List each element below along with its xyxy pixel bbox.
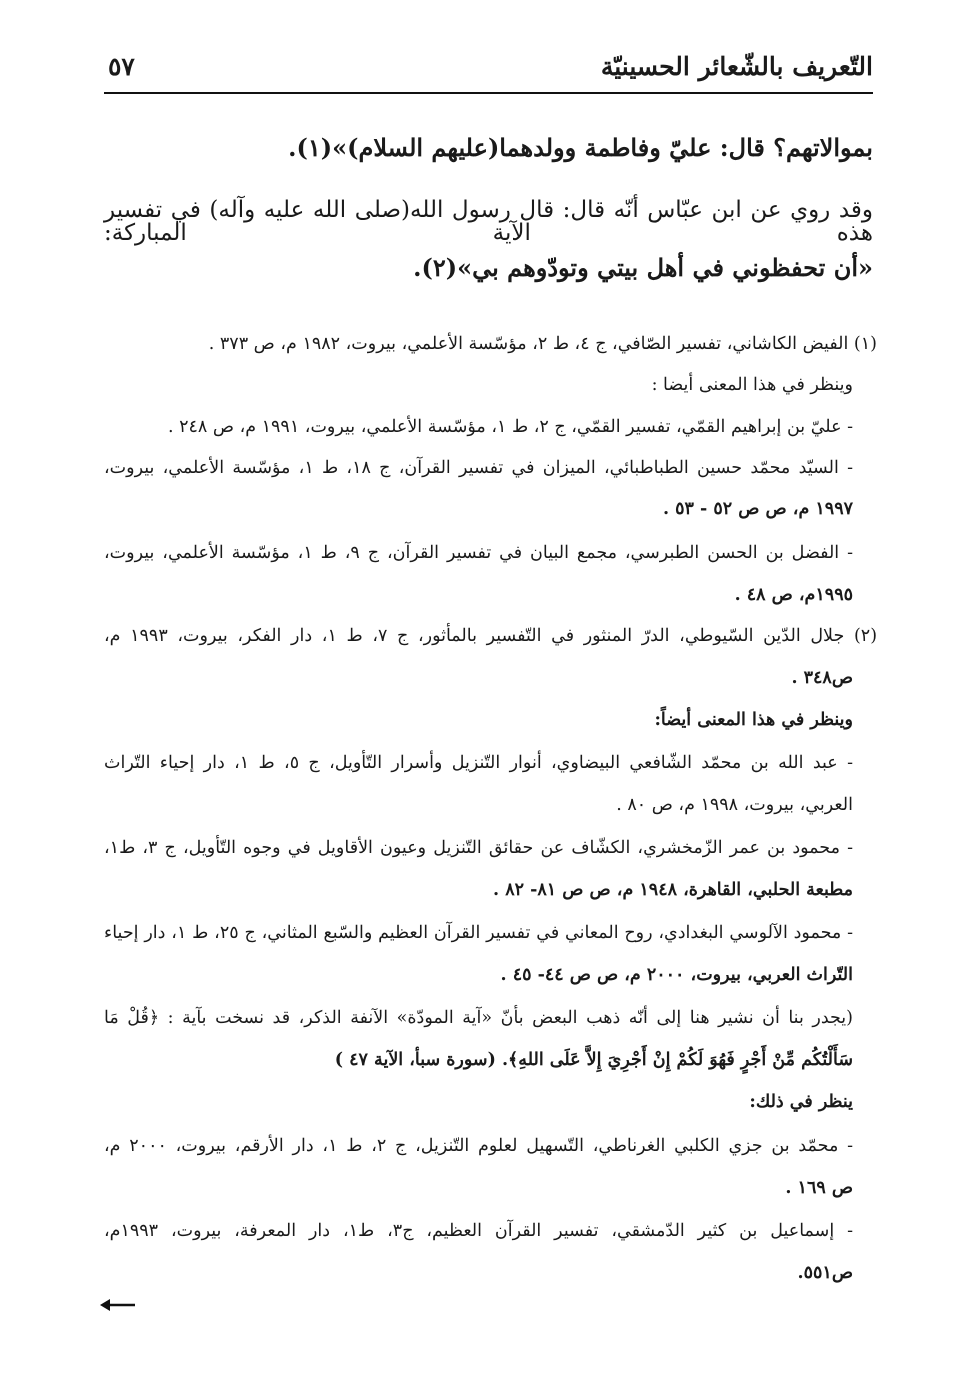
footnote-line: (٢) جلال الدّين السّيوطي، الدرّ المنثور في التّفسير بالمأثور، ج ٧، ط ١، دار الفكر، بيروت، ١٩٩٣ م، bbox=[104, 626, 878, 646]
body-line-2: وقد روي عن ابن عبّاس أنّه قال: قال رسول الله(صلى الله عليه وآله) في تفسير هذه الآية المباركة: bbox=[104, 197, 873, 246]
body-line-3: «أن تحفظوني في أهل بيتي وتودّوهم بي»(٢). bbox=[413, 253, 873, 282]
footnote-line: - إسماعيل بن كثير الدّمشقي، تفسير القرآن العظيم، ج٣، ط١، دار المعرفة، بيروت، ١٩٩٣م، bbox=[104, 1221, 853, 1241]
footnote-line: سَأَلْتُكُم مِّنْ أَجْرٍ فَهُوَ لَكُمْ إِنْ أَجْرِيَ إِلاَّ عَلَى اللهِ﴾. (سورة سبأ، الآية ٤٧ ) bbox=[334, 1050, 853, 1070]
footnote-line: - الفضل بن الحسن الطبرسي، مجمع البيان في تفسير القرآن، ج ٩، ط ١، مؤسّسة الأعلمي، بيروت، bbox=[104, 543, 853, 563]
footnote-line: - عليّ بن إبراهيم القمّي، تفسير القمّي، ج ٢، ط ١، مؤسّسة الأعلمي، بيروت، ١٩٩١ م، ص ٢٤٨ . bbox=[167, 417, 853, 437]
footnote-line: وينظر في هذا المعنى أيضا : bbox=[651, 375, 853, 395]
left-arrow-icon bbox=[100, 1294, 136, 1316]
footnote-line: - محمود الآلوسي البغدادي، روح المعاني في تفسير القرآن العظيم والسّبع المثاني، ج ٢٥، ط ١، دار إحياء bbox=[104, 923, 853, 943]
footnote-line: (يجدر بنا أن نشير هنا إلى أنّه ذهب البعض بأنّ «آية المودّة» الآنفة الذكر، قد نسخت بآية : ﴿قُلْ مَا bbox=[104, 1008, 853, 1028]
footnote-line: ينظر في ذلك: bbox=[749, 1092, 853, 1112]
footnote-line: (١) الفيض الكاشاني، تفسير الصّافي، ج ٤، ط ٢، مؤسّسة الأعلمي، بيروت، ١٩٨٢ م، ص ٣٧٣ . bbox=[208, 334, 877, 354]
footnote-line: التّراث العربي، بيروت، ٢٠٠٠ م، ص ص ٤٤- ٤٥ . bbox=[500, 965, 853, 985]
footnote-line: - محمّد بن جزي الكلبي الغرناطي، التّسهيل لعلوم التّنزيل، ج ٢، ط ١، دار الأرقم، بيروت، ٢٠٠٠ م، bbox=[104, 1136, 854, 1156]
running-header bbox=[104, 48, 873, 94]
footnote-line: - محمود بن عمر الزّمخشري، الكشّاف عن حقائق التّنزيل وعيون الأقاويل في وجوه التّأويل، ج ٣، ط١، bbox=[104, 838, 853, 858]
footnote-line: ١٩٩٧ م، ص ص ٥٢ - ٥٣ . bbox=[662, 499, 853, 519]
footnote-line: ص٥٥١. bbox=[797, 1263, 853, 1283]
footnote-line: العربي، بيروت، ١٩٩٨ م، ص ٨٠ . bbox=[616, 795, 853, 815]
footnote-line: ص٣٤٨ . bbox=[791, 668, 853, 688]
running-title: التّعريف بالشّعائر الحسينيّة bbox=[600, 52, 873, 81]
header-divider bbox=[104, 92, 873, 94]
footnote-line: ص ١٦٩ . bbox=[785, 1178, 853, 1198]
footnote-line: - عبد الله بن محمّد الشّافعي البيضاوي، أنوار التّنزيل وأسرار التّأويل، ج ٥، ط ١، دار إحياء التّراث bbox=[104, 753, 853, 773]
body-line-1: بموالاتهم؟ قال: عليّ وفاطمة وولدهما(عليهم السلام)»(١). bbox=[288, 133, 873, 162]
footnote-line: وينظر في هذا المعنى أيضاً: bbox=[654, 710, 853, 730]
footnote-line: مطبعة الحلبي، القاهرة، ١٩٤٨ م، ص ص ٨١- ٨٢ . bbox=[493, 880, 853, 900]
footnote-line: - السيّد محمّد حسين الطباطبائي، الميزان في تفسير القرآن، ج ١٨، ط ١، مؤسّسة الأعلمي، بيروت، bbox=[104, 458, 854, 478]
page-number: ٥٧ bbox=[108, 52, 135, 81]
footnote-line: ١٩٩٥م، ص ٤٨ . bbox=[734, 585, 853, 605]
